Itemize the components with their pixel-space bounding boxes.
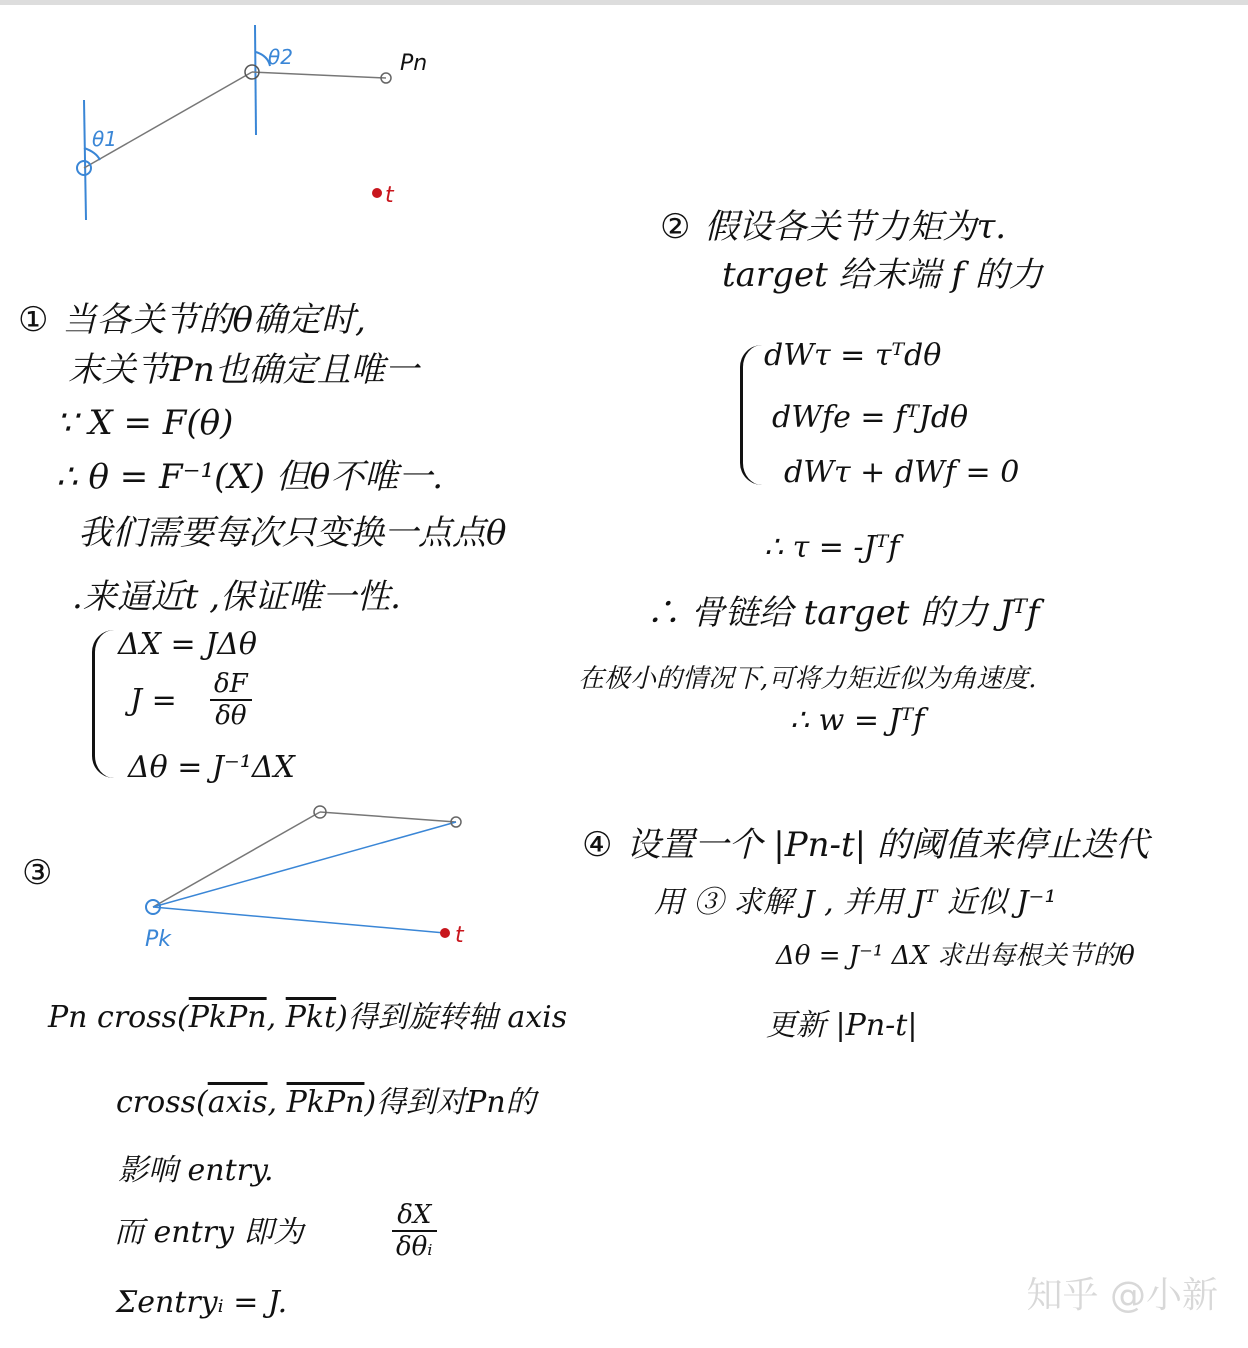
section3-line2: cross(axis, PkPn)得到对Pn的	[116, 1085, 536, 1120]
section1-eq1: ΔX = JΔθ	[118, 627, 257, 662]
section2-line3: ∴ τ = -Jᵀf	[764, 530, 900, 565]
section1-eq2-lhs: J =	[130, 683, 177, 718]
section4-marker: ④	[582, 825, 613, 865]
section1-line1: ① 当各关节的θ确定时,	[18, 300, 366, 340]
label-theta2: θ2	[268, 45, 293, 69]
section4-line1: ④ 设置一个 |Pn-t| 的阈值来停止迭代	[582, 825, 1149, 865]
section4-line2: 用 ③ 求解 J , 并用 Jᵀ 近似 J⁻¹	[654, 885, 1057, 920]
figure-joint-chain	[60, 20, 440, 230]
label-t: t	[455, 923, 464, 948]
vector-pk-t	[153, 907, 445, 933]
handwritten-notes-page	[0, 5, 1248, 1348]
joint1-axis	[84, 100, 86, 220]
section2-marker: ②	[660, 207, 691, 247]
target-dot	[440, 928, 450, 938]
section1-line4: ∴ θ = F⁻¹(X) 但θ不唯一.	[56, 457, 443, 497]
label-pn: Pn	[400, 51, 428, 76]
figure-ccd-step	[135, 800, 485, 960]
section3-line5: Σentryᵢ = J.	[116, 1285, 288, 1320]
label-theta1: θ1	[92, 127, 117, 151]
section3-line3: 影响 entry.	[118, 1153, 274, 1188]
section2-line2: target 给末端 f 的力	[722, 255, 1043, 295]
section2-eq2: dWfe = fᵀJdθ	[772, 400, 969, 435]
label-pk: Pk	[145, 927, 172, 952]
section3-marker: ③	[22, 853, 53, 893]
bone-pk-mid	[153, 812, 320, 907]
joint2-axis	[255, 25, 256, 135]
section2-brace	[740, 345, 765, 485]
bone-mid-pn	[320, 812, 456, 822]
section1-brace	[92, 630, 117, 778]
section1-eq2-fraction: $\frac{\delta F}{\delta\theta}$	[210, 669, 252, 731]
section1-marker: ①	[18, 300, 49, 340]
section3-line4: 而 entry 即为	[114, 1215, 304, 1250]
watermark: 知乎 @小新	[1026, 1275, 1218, 1316]
bone1	[84, 72, 252, 168]
section2-line1: ② 假设各关节力矩为τ.	[660, 207, 1007, 247]
section1-line5: 我们需要每次只变换一点点θ	[78, 513, 507, 553]
section3-line1: Pn cross(PkPn, $\overline{Pkt}$)得到旋转轴 axis	[48, 1000, 568, 1035]
section2-line6: ∴ w = Jᵀf	[790, 703, 925, 738]
section3-fraction: δX δθᵢ	[392, 1200, 437, 1262]
section1-line6: .来逼近t ,保证唯一性.	[72, 577, 401, 617]
section4-line3: Δθ = J⁻¹ ΔX 求出每根关节的θ	[776, 941, 1135, 971]
section1-line3: ∵ X = F(θ)	[56, 403, 234, 443]
section2-line5: 在极小的情况下,可将力矩近似为角速度.	[578, 664, 1037, 694]
target-dot	[372, 188, 382, 198]
section1-eq3: Δθ = J⁻¹ΔX	[128, 750, 295, 785]
section1-line2: 末关节Pn也确定且唯一	[68, 350, 419, 390]
bone2	[252, 72, 386, 78]
section2-eq3: dWτ + dWf = 0	[784, 455, 1020, 490]
label-t: t	[385, 183, 394, 208]
section2-eq1: dWτ = τᵀdθ	[764, 338, 942, 373]
vector-pk-pn	[153, 822, 456, 907]
section2-line4: ∴ 骨链给 target 的力 Jᵀf	[646, 593, 1040, 633]
section4-line4: 更新 |Pn-t|	[766, 1008, 918, 1043]
